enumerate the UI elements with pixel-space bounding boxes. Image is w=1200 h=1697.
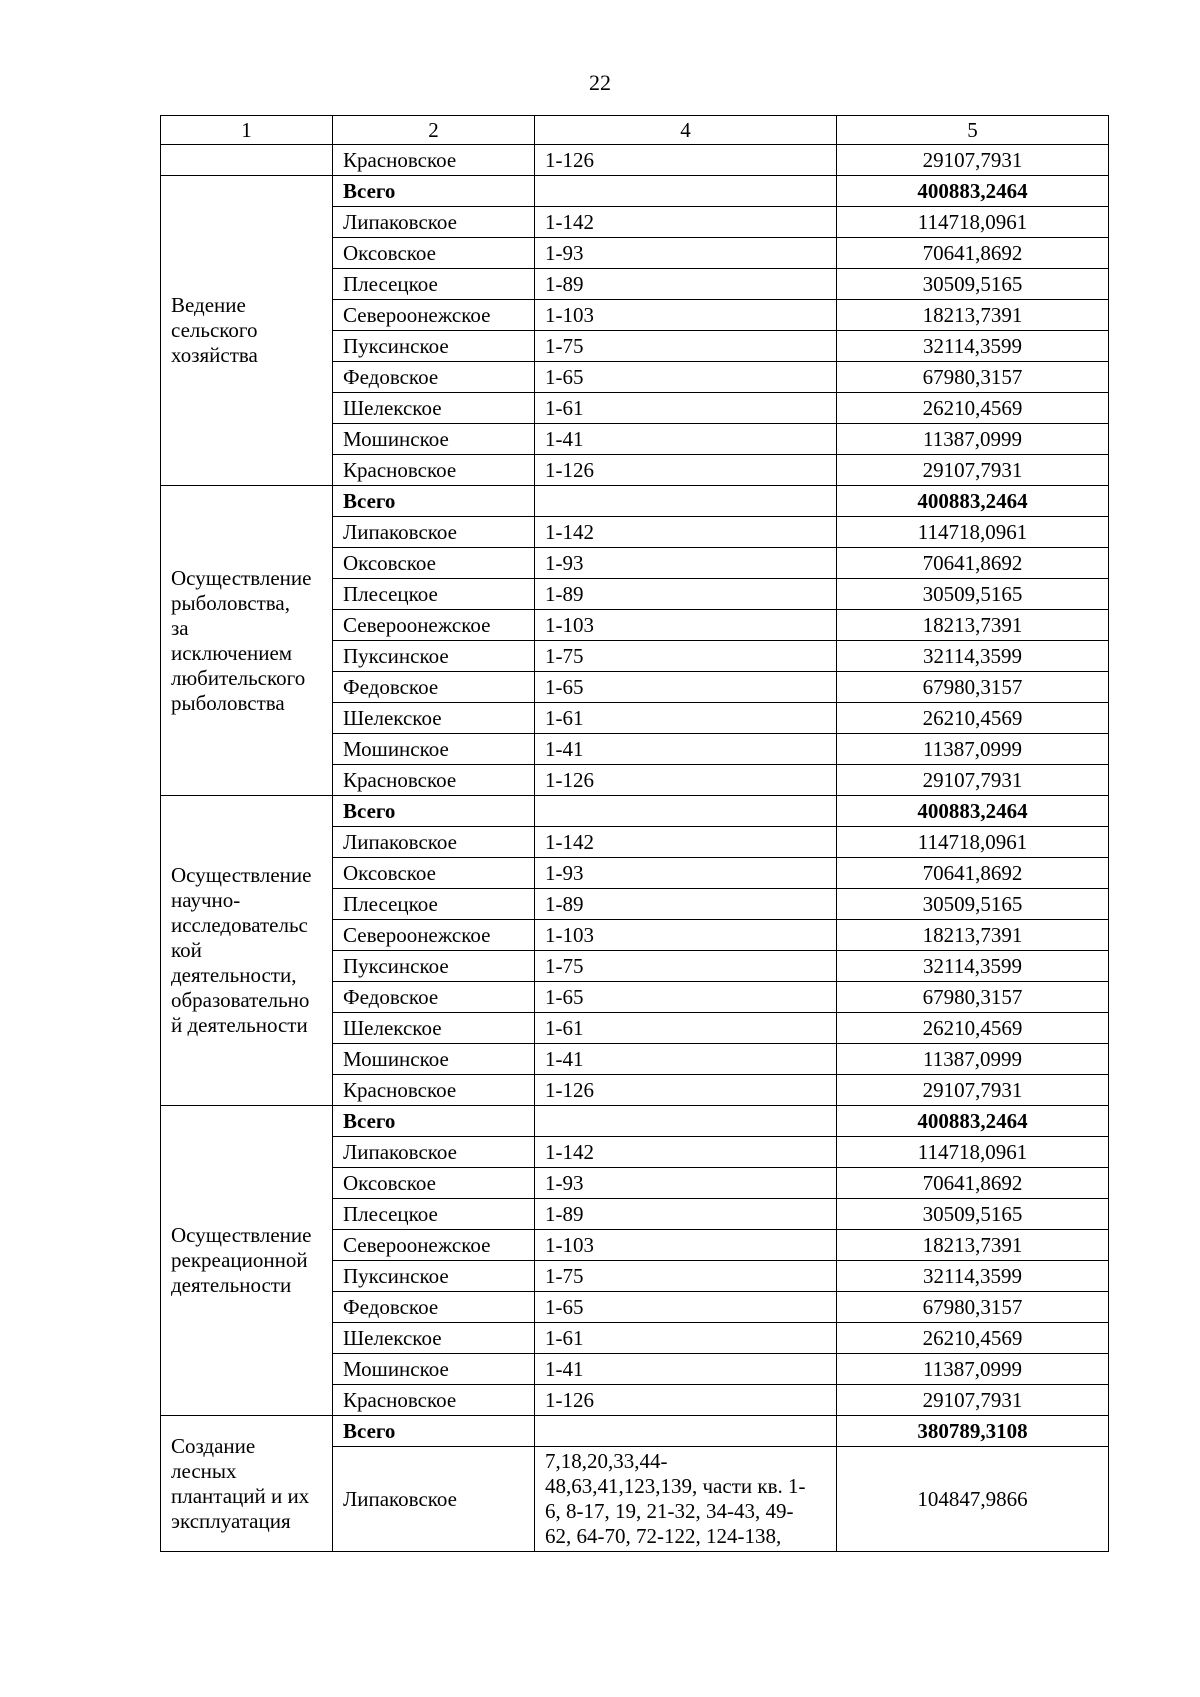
district-cell: Красновское — [333, 1075, 535, 1106]
quarters-cell: 1-142 — [535, 207, 837, 238]
total-row — [161, 1106, 1109, 1137]
quarters-cell: 1-61 — [535, 703, 837, 734]
group-name-line: сельского — [171, 318, 258, 342]
total-row — [161, 796, 1109, 827]
district-cell: Пуксинское — [333, 951, 535, 982]
group-name-line: кой — [171, 938, 202, 962]
column-header: 2 — [333, 116, 535, 145]
quarters-cell: 1-61 — [535, 393, 837, 424]
group-name-line: рекреационной — [171, 1248, 308, 1272]
group-name-line: Осуществление — [171, 1223, 312, 1247]
quarters-cell: 1-75 — [535, 1261, 837, 1292]
district-cell: Липаковское — [333, 1137, 535, 1168]
district-cell: Мошинское — [333, 1044, 535, 1075]
area-cell: 114718,0961 — [837, 1137, 1109, 1168]
total-row — [161, 1416, 1109, 1447]
total-area-cell: 380789,3108 — [837, 1416, 1109, 1447]
district-cell: Оксовское — [333, 858, 535, 889]
quarters-line: 7,18,20,33,44- — [545, 1449, 668, 1473]
area-cell: 26210,4569 — [837, 1323, 1109, 1354]
group-name-line: исследовательс — [171, 913, 308, 937]
quarters-cell: 1-93 — [535, 858, 837, 889]
column-header: 4 — [535, 116, 837, 145]
quarters-cell: 1-41 — [535, 734, 837, 765]
district-cell: Мошинское — [333, 1354, 535, 1385]
quarters-cell: 1-126 — [535, 1385, 837, 1416]
quarters-line: 62, 64-70, 72-122, 124-138, — [545, 1524, 782, 1548]
quarters-cell: 1-126 — [535, 145, 837, 176]
quarters-cell: 1-93 — [535, 1168, 837, 1199]
quarters-cell — [535, 1447, 837, 1552]
total-area-cell: 400883,2464 — [837, 486, 1109, 517]
quarters-cell: 1-89 — [535, 1199, 837, 1230]
area-cell: 67980,3157 — [837, 672, 1109, 703]
group-name-cell — [161, 796, 333, 1106]
district-cell: Североонежское — [333, 1230, 535, 1261]
quarters-cell: 1-65 — [535, 1292, 837, 1323]
area-cell: 30509,5165 — [837, 579, 1109, 610]
district-cell: Плесецкое — [333, 1199, 535, 1230]
district-cell: Федовское — [333, 1292, 535, 1323]
area-cell: 29107,7931 — [837, 765, 1109, 796]
group-name-line: Ведение — [171, 293, 246, 317]
quarters-cell: 1-61 — [535, 1013, 837, 1044]
group-name-line: рыболовства, — [171, 590, 290, 615]
quarters-cell: 1-41 — [535, 424, 837, 455]
total-area-cell: 400883,2464 — [837, 176, 1109, 207]
district-cell: Пуксинское — [333, 331, 535, 362]
area-cell: 18213,7391 — [837, 610, 1109, 641]
area-cell: 32114,3599 — [837, 951, 1109, 982]
quarters-cell: 1-41 — [535, 1044, 837, 1075]
area-cell: 30509,5165 — [837, 889, 1109, 920]
quarters-cell: 1-41 — [535, 1354, 837, 1385]
quarters-cell: 1-89 — [535, 889, 837, 920]
quarters-cell: 1-126 — [535, 1075, 837, 1106]
empty-quarters-cell — [535, 176, 837, 207]
group-name-line: исключением — [171, 640, 293, 665]
quarters-cell: 1-75 — [535, 641, 837, 672]
group-name-line: любительского — [171, 665, 306, 690]
area-cell: 18213,7391 — [837, 920, 1109, 951]
group-name-cell — [161, 1106, 333, 1416]
area-cell: 29107,7931 — [837, 145, 1109, 176]
district-cell: Липаковское — [333, 827, 535, 858]
total-area-cell: 400883,2464 — [837, 1106, 1109, 1137]
district-cell: Шелекское — [333, 703, 535, 734]
quarters-cell: 1-89 — [535, 269, 837, 300]
area-cell: 67980,3157 — [837, 982, 1109, 1013]
total-row — [161, 176, 1109, 207]
group-name-line: Осуществление — [171, 565, 312, 590]
area-cell: 114718,0961 — [837, 517, 1109, 548]
district-cell: Оксовское — [333, 548, 535, 579]
area-cell: 70641,8692 — [837, 238, 1109, 269]
area-cell: 70641,8692 — [837, 858, 1109, 889]
quarters-line: 6, 8-17, 19, 21-32, 34-43, 49- — [545, 1499, 794, 1523]
group-name-line: хозяйства — [171, 343, 258, 367]
quarters-cell: 1-103 — [535, 920, 837, 951]
group-name-line: научно- — [171, 888, 241, 912]
total-row — [161, 486, 1109, 517]
area-cell: 11387,0999 — [837, 424, 1109, 455]
total-label: Всего — [333, 486, 535, 517]
area-cell: 18213,7391 — [837, 1230, 1109, 1261]
quarters-cell: 1-126 — [535, 765, 837, 796]
group-name-line: эксплуатация — [171, 1508, 291, 1533]
table-row — [161, 145, 1109, 176]
area-cell: 70641,8692 — [837, 548, 1109, 579]
quarters-cell: 1-65 — [535, 982, 837, 1013]
district-cell: Шелекское — [333, 1013, 535, 1044]
forest-use-table — [160, 115, 1109, 1552]
total-label: Всего — [333, 796, 535, 827]
empty-quarters-cell — [535, 796, 837, 827]
area-cell: 18213,7391 — [837, 300, 1109, 331]
total-area-cell: 400883,2464 — [837, 796, 1109, 827]
district-cell: Красновское — [333, 1385, 535, 1416]
district-cell: Плесецкое — [333, 579, 535, 610]
total-label: Всего — [333, 176, 535, 207]
area-cell: 67980,3157 — [837, 1292, 1109, 1323]
area-cell: 11387,0999 — [837, 1044, 1109, 1075]
column-header: 5 — [837, 116, 1109, 145]
area-cell: 29107,7931 — [837, 1075, 1109, 1106]
district-cell: Федовское — [333, 982, 535, 1013]
group-name-line: плантаций и их — [171, 1483, 310, 1508]
district-cell: Оксовское — [333, 238, 535, 269]
quarters-line: 48,63,41,123,139, части кв. 1- — [545, 1474, 806, 1498]
page-number: 22 — [589, 70, 611, 95]
quarters-cell: 1-142 — [535, 1137, 837, 1168]
quarters-cell: 1-142 — [535, 827, 837, 858]
area-cell: 26210,4569 — [837, 1013, 1109, 1044]
district-cell: Липаковское — [333, 1447, 535, 1552]
area-cell: 32114,3599 — [837, 1261, 1109, 1292]
area-cell: 30509,5165 — [837, 269, 1109, 300]
quarters-cell: 1-126 — [535, 455, 837, 486]
district-cell: Красновское — [333, 145, 535, 176]
district-cell: Красновское — [333, 455, 535, 486]
area-cell: 114718,0961 — [837, 827, 1109, 858]
table-header-row — [161, 116, 1109, 145]
district-cell: Пуксинское — [333, 1261, 535, 1292]
district-cell: Североонежское — [333, 920, 535, 951]
area-cell: 11387,0999 — [837, 734, 1109, 765]
district-cell: Оксовское — [333, 1168, 535, 1199]
area-cell: 70641,8692 — [837, 1168, 1109, 1199]
group-name-line: Осуществление — [171, 863, 312, 887]
quarters-cell: 1-93 — [535, 548, 837, 579]
district-cell: Североонежское — [333, 610, 535, 641]
district-cell: Липаковское — [333, 517, 535, 548]
quarters-cell: 1-93 — [535, 238, 837, 269]
group-name-line: лесных — [171, 1458, 237, 1483]
district-cell: Мошинское — [333, 424, 535, 455]
group-name-cell — [161, 1416, 333, 1552]
district-cell: Шелекское — [333, 1323, 535, 1354]
district-cell: Пуксинское — [333, 641, 535, 672]
district-cell: Плесецкое — [333, 269, 535, 300]
group-name-line: за — [171, 615, 189, 640]
empty-quarters-cell — [535, 1106, 837, 1137]
quarters-cell: 1-103 — [535, 300, 837, 331]
district-cell: Плесецкое — [333, 889, 535, 920]
area-cell: 32114,3599 — [837, 641, 1109, 672]
group-name-cell — [161, 486, 333, 796]
column-header: 1 — [161, 116, 333, 145]
empty-quarters-cell — [535, 486, 837, 517]
area-cell: 114718,0961 — [837, 207, 1109, 238]
district-cell: Североонежское — [333, 300, 535, 331]
quarters-cell: 1-75 — [535, 951, 837, 982]
quarters-cell: 1-142 — [535, 517, 837, 548]
district-cell: Федовское — [333, 362, 535, 393]
quarters-cell: 1-75 — [535, 331, 837, 362]
total-label: Всего — [333, 1416, 535, 1447]
district-cell: Мошинское — [333, 734, 535, 765]
district-cell: Липаковское — [333, 207, 535, 238]
quarters-cell: 1-65 — [535, 362, 837, 393]
area-cell: 67980,3157 — [837, 362, 1109, 393]
quarters-cell: 1-103 — [535, 1230, 837, 1261]
area-cell: 11387,0999 — [837, 1354, 1109, 1385]
group-name-line: й деятельности — [171, 1013, 308, 1037]
group-name-line: образовательно — [171, 988, 310, 1012]
quarters-cell: 1-89 — [535, 579, 837, 610]
group-name-line: рыболовства — [171, 690, 285, 715]
district-cell: Федовское — [333, 672, 535, 703]
group-name-line: Создание — [171, 1433, 256, 1458]
group-name-cell — [161, 176, 333, 486]
area-cell: 104847,9866 — [837, 1447, 1109, 1552]
empty-group-cell — [161, 145, 333, 176]
area-cell: 32114,3599 — [837, 331, 1109, 362]
group-name-line: деятельности — [171, 1273, 292, 1297]
quarters-cell: 1-61 — [535, 1323, 837, 1354]
area-cell: 30509,5165 — [837, 1199, 1109, 1230]
quarters-cell: 1-103 — [535, 610, 837, 641]
area-cell: 29107,7931 — [837, 455, 1109, 486]
empty-quarters-cell — [535, 1416, 837, 1447]
district-cell: Шелекское — [333, 393, 535, 424]
group-name-line: деятельности, — [171, 963, 297, 987]
area-cell: 26210,4569 — [837, 393, 1109, 424]
district-cell: Красновское — [333, 765, 535, 796]
area-cell: 29107,7931 — [837, 1385, 1109, 1416]
quarters-cell: 1-65 — [535, 672, 837, 703]
total-label: Всего — [333, 1106, 535, 1137]
area-cell: 26210,4569 — [837, 703, 1109, 734]
